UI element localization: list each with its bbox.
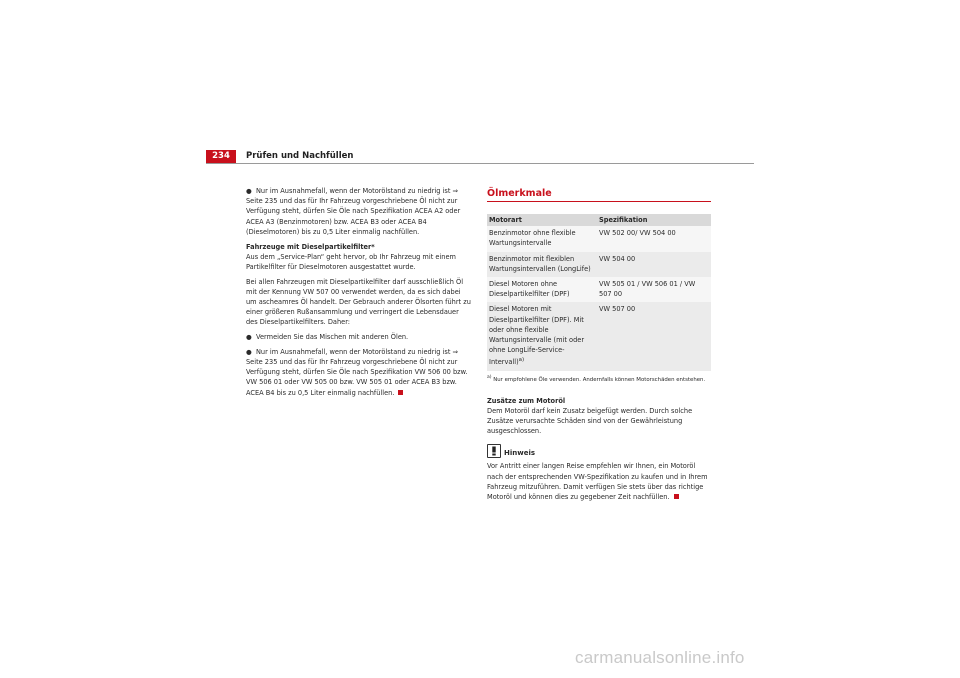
section-title: Ölmerkmale [487, 188, 711, 202]
section-end-icon [398, 390, 403, 395]
hint-heading: Hinweis [504, 449, 536, 458]
watermark: carmanualsonline.info [575, 648, 745, 667]
additives-text: Dem Motoröl darf kein Zusatz beigefügt werden. Durch solche Zusätze verursachte Schäden sind von der Gewährleistung ausgeschlossen. [487, 406, 693, 436]
bullet-item [246, 347, 472, 398]
footnote-text: Nur empfohlene Öle verwenden. Andernfalls können Motorschäden entstehen. [493, 376, 706, 383]
bullet-icon: ● [246, 347, 252, 356]
footnote-ref: a) [518, 357, 525, 364]
table-cell-motor: Benzinmotor ohne flexible Wartungsintervalle [487, 226, 597, 251]
table-header-motor: Motorart [487, 214, 597, 226]
hint-heading-row [487, 444, 711, 460]
hint-text: Vor Antritt einer langen Reise empfehlen wir Ihnen, ein Motoröl nach der entsprechenden VW-Spezifikation zu kaufen und in Ihrem Fahrzeug mitzuführen. Damit verfügen Sie stets über das richtige Motoröl und können dies zu gegebener Zeit nachfüllen. [487, 462, 708, 502]
footnote-marker: a) [487, 374, 492, 380]
table-cell-motor [487, 302, 597, 370]
bullet-text: Nur im Ausnahmefall, wenn der Motorölstand zu niedrig ist ⇒ Seite 235 und das für Ihr Fahrzeug vorgeschriebene Öl nicht zur Verfügung steht, dürfen Sie Öle nach Spezifikation ACEA A2 oder ACEA A3 (Benzinmotoren) bzw. ACEA B3 oder ACEA B4 (Dieselmotoren) bis zu 0,5 Liter einmalig nachfüllen. [246, 187, 461, 236]
table-header-spec: Spezifikation [597, 214, 711, 226]
table-cell-spec: VW 505 01 / VW 506 01 / VW 507 00 [597, 277, 711, 302]
additives-heading: Zusätze zum Motoröl [487, 396, 566, 405]
header-divider [206, 163, 754, 164]
bullet-icon: ● [246, 333, 252, 342]
section-end-icon [674, 494, 679, 499]
table-cell-spec: VW 502 00/ VW 504 00 [597, 226, 711, 251]
table-cell-motor: Diesel Motoren ohne Dieselpartikelfilter (DPF) [487, 277, 597, 302]
table-row [487, 302, 711, 370]
bullet-item [246, 332, 472, 342]
bullet-icon: ● [246, 187, 252, 195]
table-cell-motor-text: Diesel Motoren mit Dieselpartikelfilter (DPF). Mit oder ohne flexible Wartungsintervalle (mit oder ohne LongLife-Service-Intervall) [489, 305, 585, 367]
table-cell-spec: VW 507 00 [597, 302, 711, 370]
info-note-icon [487, 444, 501, 458]
subheading-dpf: Fahrzeuge mit Dieselpartikelfilter* [246, 242, 375, 251]
bullet-text: Nur im Ausnahmefall, wenn der Motorölstand zu niedrig ist ⇒ Seite 235 und das für Ihr Fahrzeug vorgeschriebene Öl nicht zur Verfügung steht, dürfen Sie Öle nach Spezifikation VW 506 00 bzw. VW 506 01 oder VW 505 00 bzw. VW 505 01 oder ACEA B3 bzw. ACEA B4 bis zu 0,5 Liter einmalig nachfüllen. [246, 347, 468, 397]
table-footnote [487, 374, 711, 384]
page-header-title: Prüfen und Nachfüllen [246, 151, 354, 161]
left-column [246, 186, 472, 402]
bullet-item [246, 186, 472, 237]
table-cell-spec: VW 504 00 [597, 252, 711, 277]
table-row [487, 226, 711, 251]
paragraph: Aus dem „Service-Plan“ geht hervor, ob Ihr Fahrzeug mit einem Partikelfilter für Dieselmotoren ausgestattet wurde. [246, 252, 456, 271]
bullet-text: Vermeiden Sie das Mischen mit anderen Ölen. [256, 333, 409, 342]
paragraph: Bei allen Fahrzeugen mit Dieselpartikelfilter darf ausschließlich Öl mit der Kennung VW 507 00 verwendet werden, da es sich dabei um ascheamres Öl handelt. Der Gebrauch anderer Ölsorten führt zu einer größeren Rußansammlung und verringert die Lebensdauer des Dieselpartikelfilters. Daher: [246, 277, 471, 327]
oil-spec-table [487, 214, 711, 371]
table-row [487, 252, 711, 277]
hint-text-block [487, 461, 711, 502]
table-row [487, 277, 711, 302]
right-column [487, 188, 711, 507]
table-cell-motor: Benzinmotor mit flexiblen Wartungsintervallen (LongLife) [487, 252, 597, 277]
page-number: 234 [206, 150, 236, 163]
